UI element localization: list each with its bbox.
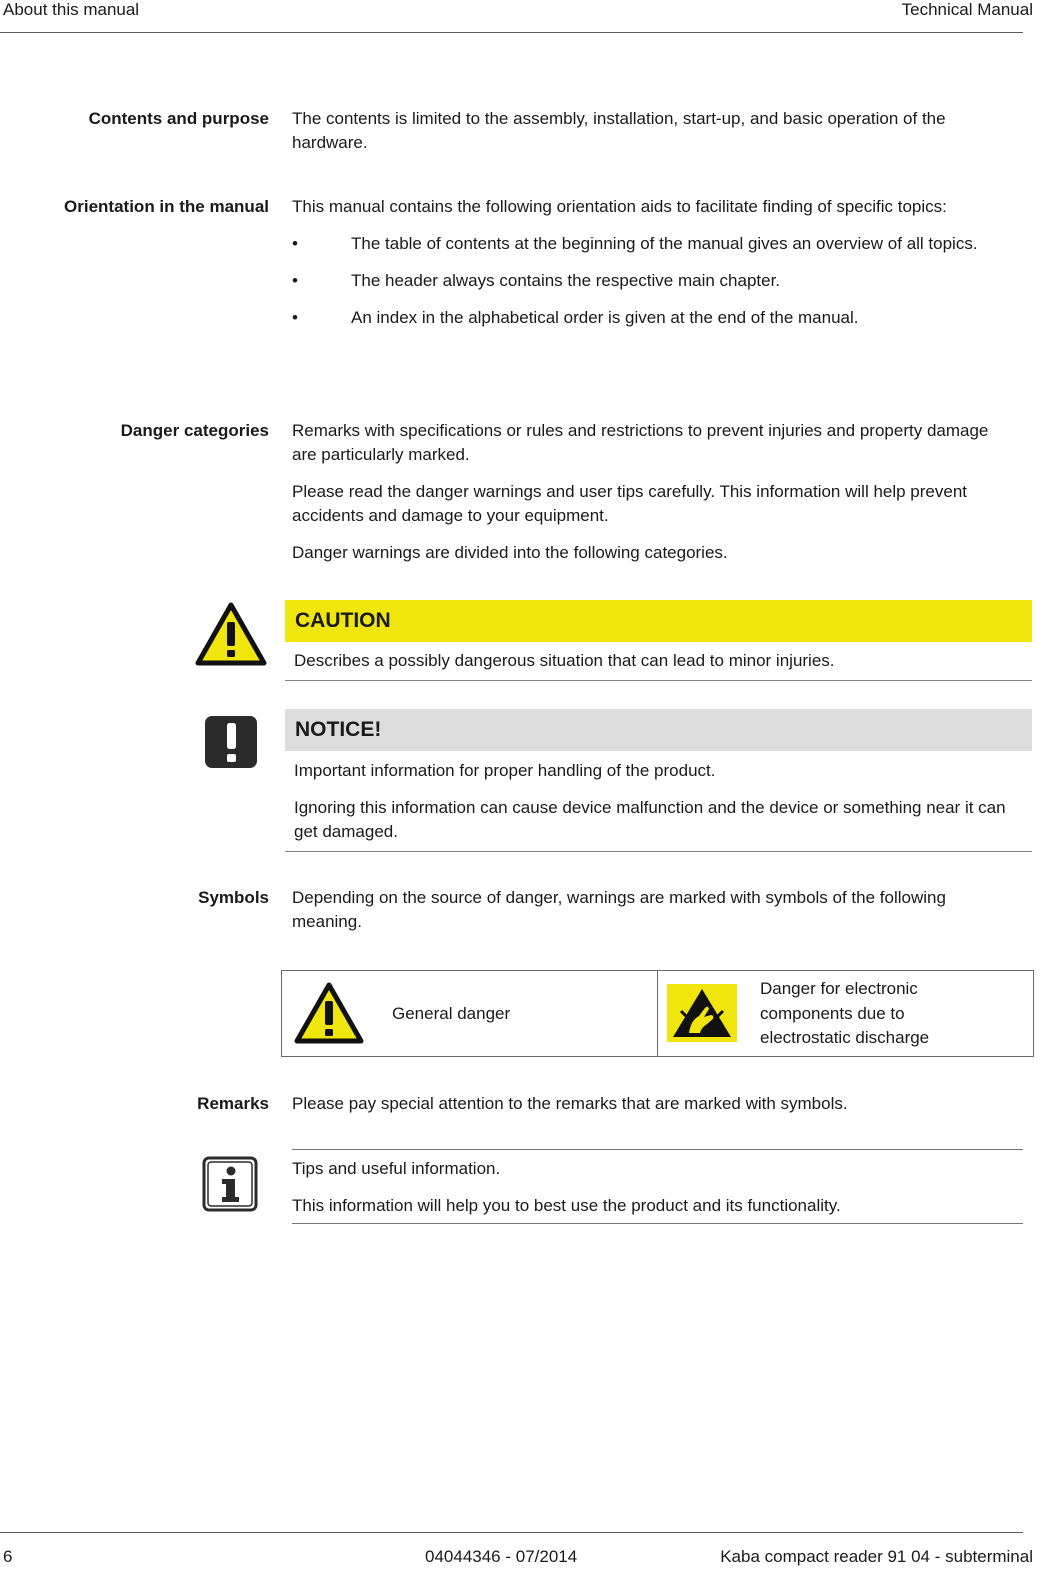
orientation-body [292, 195, 1017, 343]
label-remarks: Remarks [197, 1094, 269, 1113]
label-symbols: Symbols [198, 888, 269, 907]
notice-body [294, 759, 1024, 857]
list-item [292, 269, 1017, 293]
danger-paragraph: Remarks with specifications or rules and restrictions to prevent injuries and property damage are particularly marked. [292, 421, 989, 464]
symbols-body [292, 886, 1017, 947]
remarks-top-rule [292, 1149, 1023, 1150]
danger-categories-body [292, 419, 1017, 578]
contents-purpose-text: The contents is limited to the assembly, installation, start-up, and basic operation of the hardware. [292, 109, 946, 152]
label-danger-categories: Danger categories [120, 421, 269, 440]
header-doc-type: Technical Manual [901, 0, 1033, 19]
label-orientation: Orientation in the manual [64, 197, 269, 216]
footer-page-number: 6 [3, 1547, 13, 1566]
footer-rule [0, 1532, 1023, 1533]
footer-doc-number: 04044346 - 07/2014 [425, 1547, 578, 1566]
esd-label-line: electrostatic discharge [760, 1028, 930, 1047]
footer-product: Kaba compact reader 91 04 - subterminal [720, 1547, 1033, 1566]
header-rule [0, 32, 1023, 33]
notice-line: Important information for proper handling of the product. [294, 761, 716, 780]
header-chapter: About this manual [3, 0, 140, 19]
esd-label-line: components due to [760, 1003, 905, 1023]
esd-label-line: Danger for electronic [760, 979, 918, 998]
list-item-text: The header always contains the respective main chapter. [351, 271, 781, 290]
notice-title: NOTICE! [295, 718, 382, 741]
tip-line: This information will help you to best use the product and its functionality. [292, 1196, 841, 1215]
list-item-text: An index in the alphabetical order is given at the end of the manual. [351, 308, 859, 327]
table-cell-esd [658, 971, 1034, 1057]
info-icon [202, 1156, 258, 1212]
table-cell-general [282, 971, 658, 1057]
notice-line: Ignoring this information can cause device malfunction and the device or something near it can get damaged. [294, 798, 1006, 841]
list-item-text: The table of contents at the beginning of the manual gives an overview of all topics. [351, 234, 978, 253]
orientation-list [292, 232, 1017, 330]
caution-title: CAUTION [295, 609, 391, 632]
label-contents-purpose: Contents and purpose [88, 109, 269, 128]
list-item [292, 232, 1017, 256]
exclamation-icon [204, 715, 258, 769]
tip-line: Tips and useful information. [292, 1159, 501, 1178]
caution-text: Describes a possibly dangerous situation that can lead to minor injuries. [294, 651, 835, 670]
esd-label [760, 977, 929, 1051]
tip-body [292, 1157, 1022, 1231]
warning-triangle-icon [195, 602, 267, 666]
bullet-glyph: • [292, 234, 298, 253]
general-danger-icon [294, 982, 364, 1044]
danger-paragraph: Please read the danger warnings and user tips carefully. This information will help prevent accidents and damage to your equipment. [292, 482, 968, 525]
remarks-text: Please pay special attention to the remarks that are marked with symbols. [292, 1094, 848, 1113]
bullet-glyph: • [292, 308, 298, 327]
table-row [282, 971, 1034, 1057]
remarks-bottom-rule [292, 1223, 1023, 1224]
remarks-body [292, 1092, 1017, 1129]
notice-rule [285, 851, 1032, 852]
danger-paragraph: Danger warnings are divided into the following categories. [292, 543, 728, 562]
notice-banner [285, 709, 1032, 751]
bullet-glyph: • [292, 271, 298, 290]
general-danger-label: General danger [392, 1004, 511, 1023]
symbols-text: Depending on the source of danger, warnings are marked with symbols of the following meaning. [292, 888, 946, 931]
list-item [292, 306, 1017, 330]
orientation-intro: This manual contains the following orientation aids to facilitate finding of specific topics: [292, 197, 947, 216]
caution-banner [285, 600, 1032, 642]
caution-rule [285, 680, 1032, 681]
esd-icon [667, 984, 737, 1042]
contents-purpose-body [292, 107, 1017, 168]
symbols-table [281, 970, 1034, 1057]
